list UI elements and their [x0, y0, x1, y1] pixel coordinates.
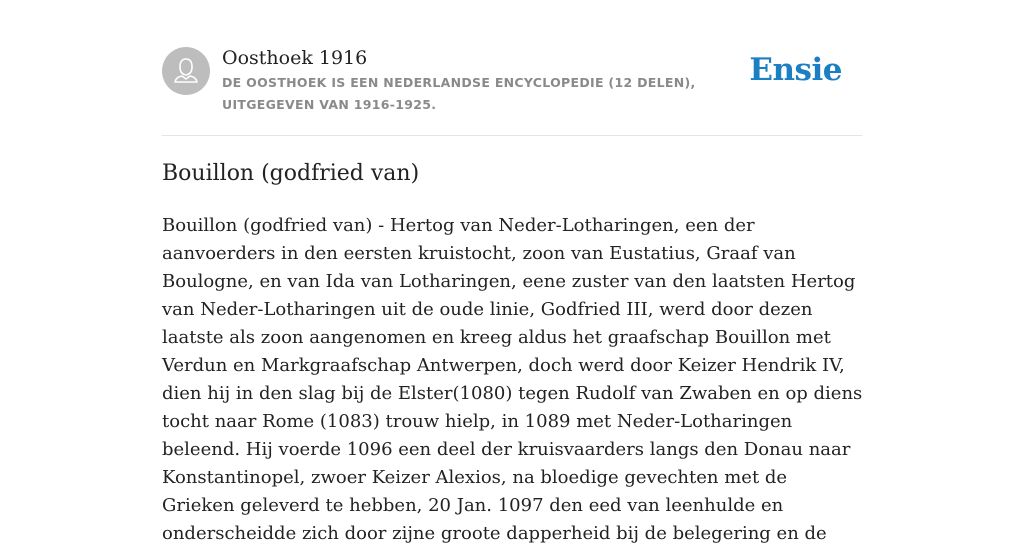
- article-body: Bouillon (godfried van) - Hertog van Neder-Lotharingen, een der aanvoerders in den eersten kruistocht, zoon van Eustatius, Graaf van Boulogne, en van Ida van Lotharingen, eene zuster van den laatsten Hertog van Neder-Lotharingen uit de oude linie, Godfried III, werd door dezen laatste als zoon aangenomen en kreeg aldus het graafschap Bouillon met Verdun en Markgraafschap Antwerpen, doch werd door Keizer Hendrik IV, dien hij in den slag bij de Elster(1080) tegen Rudolf van Zwaben en op diens tocht naar Rome (1083) trouw hielp, in 1089 met Neder-Lotharingen beleend. Hij voerde 1096 een deel der kruisvaarders langs den Donau naar Konstantinopel, zwoer Keizer Alexios, na bloedige gevechten met de Grieken geleverd te hebben, 20 Jan. 1097 den eed van leenhulde en onderscheidde zich door zijne groote dapperheid bij de belegering en de: [162, 215, 863, 544]
- source-description: DE OOSTHOEK IS EEN NEDERLANDSE ENCYCLOPEDIE (12 DELEN), UITGEGEVEN VAN 1916-1925.: [222, 75, 696, 112]
- source-header: [162, 44, 862, 136]
- article-title: Bouillon (godfried van): [162, 161, 420, 186]
- source-title[interactable]: Oosthoek 1916: [222, 47, 368, 69]
- user-silhouette-icon: [162, 47, 210, 95]
- ensie-logo-link[interactable]: Ensie: [749, 52, 842, 88]
